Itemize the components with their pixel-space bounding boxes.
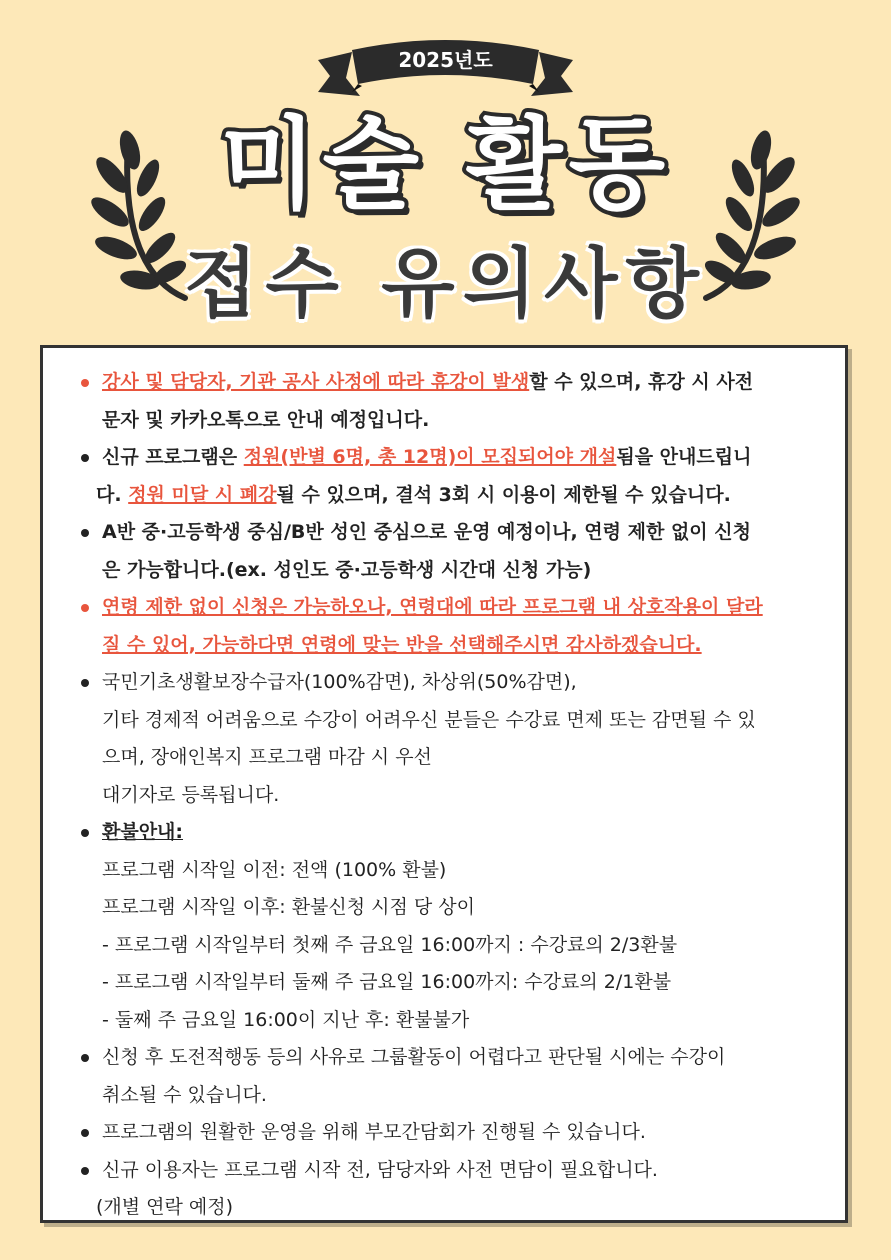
notice-list xyxy=(58,364,828,1227)
page-title: 미술 활동 xyxy=(219,106,672,223)
bullet-icon xyxy=(81,829,89,837)
header xyxy=(0,0,891,340)
highlight-text: 연령 제한 없이 신청은 가능하오나, 연령대에 따라 프로그램 내 상호작용이 달라 xyxy=(102,596,763,618)
notice-text: 신청 후 도전적행동 등의 사유로 그룹활동이 어렵다고 판단될 시에는 수강이 xyxy=(102,1046,726,1068)
notice-item-cancellation xyxy=(58,364,828,439)
notice-item-refund xyxy=(58,814,828,1039)
notice-text: 국민기초생활보장수급자(100%감면), 차상위(50%감면), xyxy=(102,671,577,693)
highlight-text: 정원 미달 시 폐강 xyxy=(128,483,277,506)
bullet-icon xyxy=(81,529,89,537)
bullet-icon xyxy=(81,1167,89,1175)
highlight-text: 질 수 있어, 가능하다면 연령에 맞는 반을 선택해주시면 감사하겠습니다. xyxy=(102,633,702,656)
notice-item-parent-meeting xyxy=(58,1114,828,1152)
notice-item-enrollment xyxy=(58,439,828,514)
bullet-icon xyxy=(81,1054,89,1062)
year-banner-label: 2025년도 xyxy=(398,48,493,72)
notice-item-age xyxy=(58,589,828,664)
notice-line xyxy=(96,477,828,515)
notice-item-new-user xyxy=(58,1152,828,1227)
highlight-text: 강사 및 담당자, 기관 공사 사정에 따라 휴강이 발생 xyxy=(102,371,530,393)
notice-text: - 둘째 주 금요일 16:00이 지난 후: 환불불가 xyxy=(102,1008,470,1031)
bullet-icon xyxy=(81,454,89,462)
notice-text: - 프로그램 시작일부터 첫째 주 금요일 16:00까지 : 수강료의 2/3환불 xyxy=(102,933,678,956)
page-subtitle: 접수 유의사항 xyxy=(184,239,707,328)
notice-text: (개별 연락 예정) xyxy=(96,1196,234,1218)
notice-text: 신규 이용자는 프로그램 시작 전, 담당자와 사전 면담이 필요합니다. xyxy=(102,1158,658,1181)
bullet-icon xyxy=(81,379,89,387)
notice-item-fee-reduction xyxy=(58,664,828,814)
notice-item-class-groups xyxy=(58,514,828,589)
notice-text: 프로그램 시작일 이전: 전액 (100% 환불) xyxy=(102,858,447,881)
notice-text: 으며, 장애인복지 프로그램 마감 시 우선 xyxy=(102,746,432,768)
notice-text: 문자 및 카카오톡으로 안내 예정입니다. xyxy=(102,408,430,431)
notice-text: 신규 프로그램은 xyxy=(102,446,244,468)
notice-text: 프로그램 시작일 이후: 환불신청 시점 당 상이 xyxy=(102,896,476,918)
bullet-icon xyxy=(81,1129,89,1137)
bullet-icon xyxy=(81,679,89,687)
notice-line xyxy=(102,439,828,477)
highlight-text: 정원(반별 6명, 총 12명)이 모집되어야 개설 xyxy=(243,446,617,468)
notice-text: 취소될 수 있습니다. xyxy=(102,1083,267,1106)
notice-item-behavior xyxy=(58,1039,828,1114)
notice-text: - 프로그램 시작일부터 둘째 주 금요일 16:00까지: 수강료의 2/1환불 xyxy=(102,971,672,993)
notice-line xyxy=(102,364,828,402)
notice-text: 할 수 있으며, 휴강 시 사전 xyxy=(529,371,754,393)
notice-text: 됨을 안내드립니 xyxy=(616,446,752,468)
notice-text: 은 가능합니다.(ex. 성인도 중·고등학생 시간대 신청 가능) xyxy=(102,558,592,581)
notice-text: 기타 경제적 어려움으로 수강이 어려우신 분들은 수강료 면제 또는 감면될 수 있 xyxy=(102,708,756,731)
notice-text: A반 중·고등학생 중심/B반 성인 중심으로 운영 예정이나, 연령 제한 없이 신청 xyxy=(102,521,751,543)
notice-text: 대기자로 등록됩니다. xyxy=(102,783,280,806)
notice-text: 될 수 있으며, 결석 3회 시 이용이 제한될 수 있습니다. xyxy=(276,483,731,506)
notice-text: 프로그램의 원활한 운영을 위해 부모간담회가 진행될 수 있습니다. xyxy=(102,1121,646,1143)
refund-title: 환불안내: xyxy=(102,821,184,843)
bullet-icon xyxy=(81,604,89,612)
notice-text: 다. xyxy=(96,483,129,506)
